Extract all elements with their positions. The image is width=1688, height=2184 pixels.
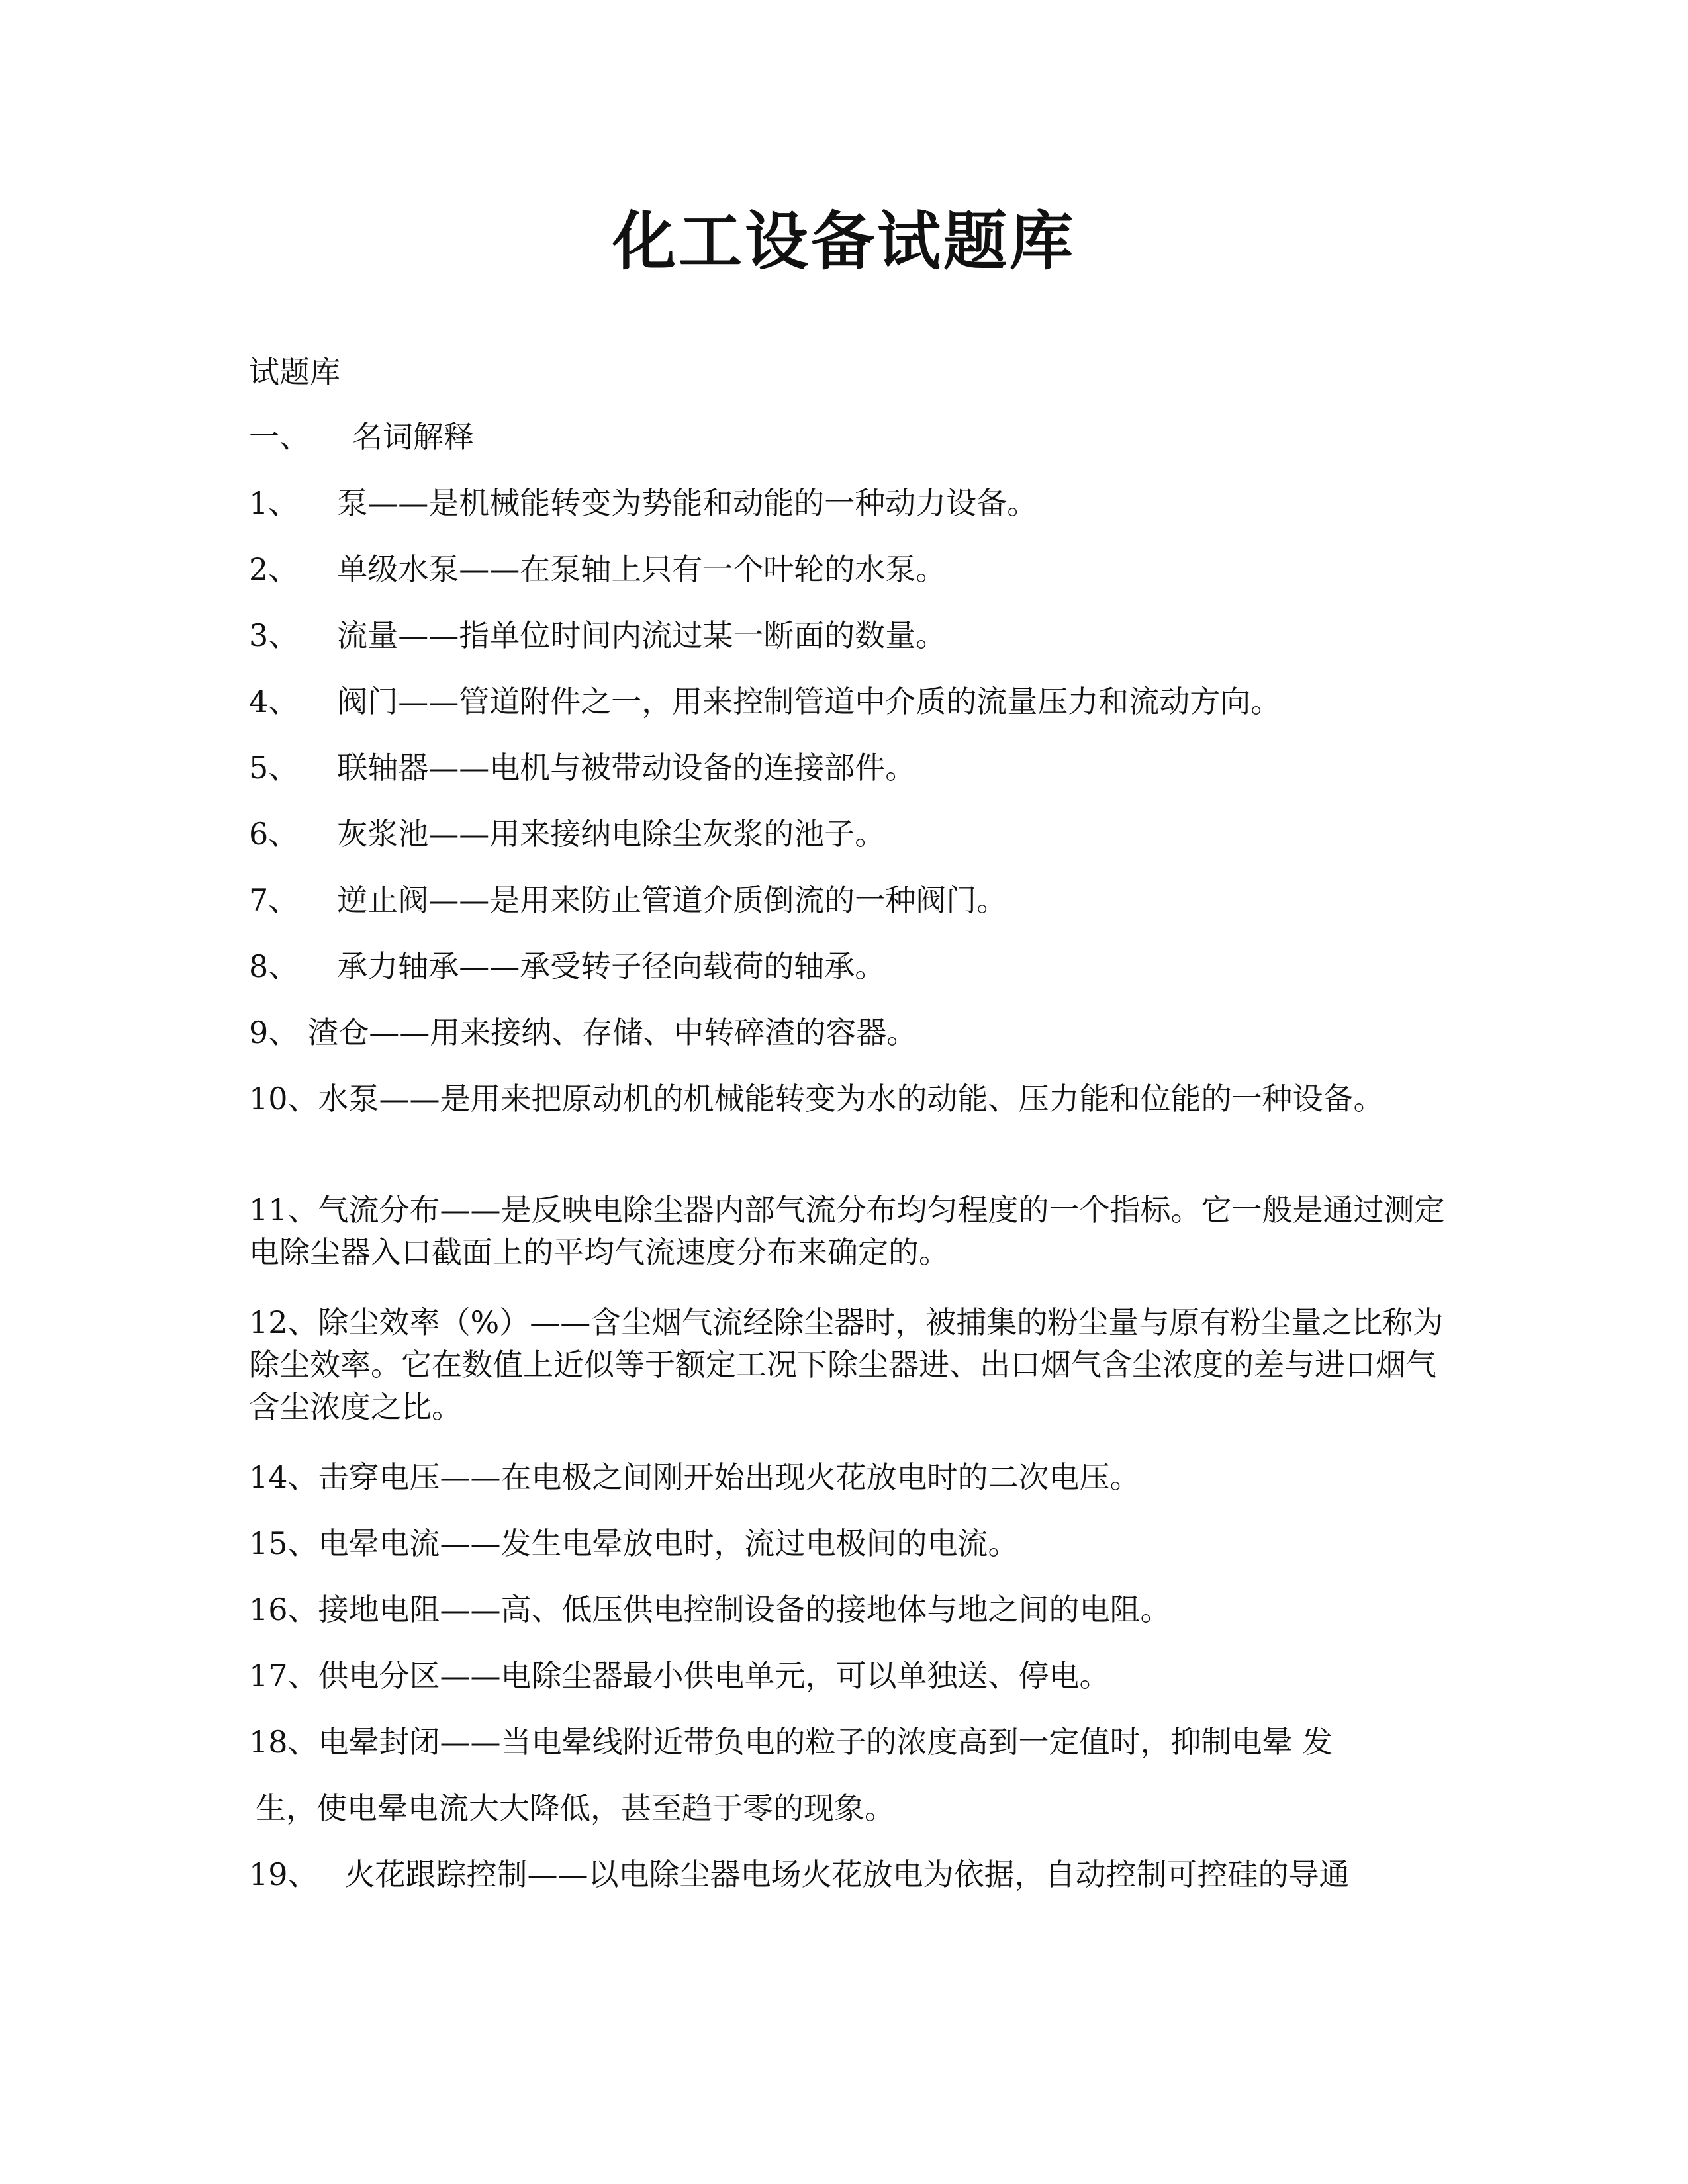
list-item	[249, 1721, 1454, 1763]
item-number: 16、	[249, 1592, 318, 1627]
list-item	[249, 747, 1454, 789]
list-item	[249, 548, 1454, 590]
item-number: 4、	[249, 684, 299, 719]
item-text: 水泵——是用来把原动机的机械能转变为水的动能、压力能和位能的一种设备。	[318, 1081, 1384, 1116]
list-item	[249, 813, 1454, 855]
section-number: 一、	[249, 419, 310, 455]
item-number: 12、	[249, 1304, 318, 1340]
item-text: 承力轴承——承受转子径向载荷的轴承。	[337, 948, 886, 984]
item-number: 18、	[249, 1724, 318, 1760]
item-number: 6、	[249, 816, 299, 852]
item-number: 8、	[249, 948, 299, 984]
item-number: 14、	[249, 1459, 318, 1495]
section-heading	[249, 416, 1454, 458]
item-text: 流量——指单位时间内流过某一断面的数量。	[337, 617, 947, 653]
item-number: 19、	[249, 1856, 318, 1892]
list-item	[249, 879, 1454, 921]
list-item	[249, 680, 1454, 723]
list-item	[249, 1588, 1454, 1631]
item-text: 联轴器——电机与被带动设备的连接部件。	[337, 750, 916, 786]
item-text: 电晕电流——发生电晕放电时，流过电极间的电流。	[318, 1525, 1019, 1561]
item-text: 气流分布——是反映电除尘器内部气流分布均匀程度的一个指标。它一般是通过测定电除尘器入口截面上的平均气流速度分布来确定的。	[249, 1192, 1445, 1270]
item-text: 阀门——管道附件之一，用来控制管道中介质的流量压力和流动方向。	[337, 684, 1282, 719]
list-item	[249, 1655, 1454, 1697]
item-text: 除尘效率（%）——含尘烟气流经除尘器时，被捕集的粉尘量与原有粉尘量之比称为除尘效率。它在数值上近似等于额定工况下除尘器进、出口烟气含尘浓度的差与进口烟气含尘浓度之比。	[249, 1304, 1444, 1425]
list-item	[249, 614, 1454, 657]
item-text: 击穿电压——在电极之间刚开始出现火花放电时的二次电压。	[318, 1459, 1141, 1495]
item-text: 电晕封闭——当电晕线附近带负电的粒子的浓度高到一定值时，抑制电晕 发	[318, 1724, 1333, 1760]
list-item	[249, 1456, 1454, 1498]
list-item	[249, 1522, 1454, 1565]
list-item	[249, 1011, 1454, 1054]
list-item	[249, 1853, 1454, 1895]
item-text: 火花跟踪控制——以电除尘器电场火花放电为依据，自动控制可控硅的导通	[344, 1856, 1350, 1892]
item-number: 7、	[249, 882, 299, 918]
item-text: 生，使电晕电流大大降低，甚至趋于零的现象。	[256, 1790, 895, 1826]
item-text: 泵——是机械能转变为势能和动能的一种动力设备。	[337, 485, 1038, 521]
item-number: 3、	[249, 617, 299, 653]
item-number: 11、	[249, 1192, 318, 1228]
list-item	[249, 945, 1454, 987]
item-text: 灰浆池——用来接纳电除尘灰浆的池子。	[337, 816, 886, 852]
item-number: 15、	[249, 1525, 318, 1561]
list-item	[249, 1077, 1447, 1120]
item-number: 17、	[249, 1658, 318, 1694]
item-text: 逆止阀——是用来防止管道介质倒流的一种阀门。	[337, 882, 1008, 918]
item-text: 单级水泵——在泵轴上只有一个叶轮的水泵。	[337, 551, 947, 587]
section-label: 名词解释	[352, 419, 474, 455]
item-text: 供电分区——电除尘器最小供电单元，可以单独送、停电。	[318, 1658, 1110, 1694]
list-item	[249, 482, 1454, 524]
list-item	[249, 1301, 1447, 1428]
item-text: 渣仓——用来接纳、存储、中转碎渣的容器。	[308, 1015, 917, 1050]
item-number: 2、	[249, 551, 299, 587]
item-number: 1、	[249, 485, 299, 521]
item-number: 9、	[249, 1015, 299, 1050]
item-number: 5、	[249, 750, 299, 786]
list-item	[249, 1189, 1447, 1273]
subtitle: 试题库	[249, 354, 340, 390]
item-text: 接地电阻——高、低压供电控制设备的接地体与地之间的电阻。	[318, 1592, 1171, 1627]
item-number: 10、	[249, 1081, 318, 1116]
list-item-continuation	[256, 1787, 895, 1829]
document-title: 化工设备试题库	[612, 204, 1076, 279]
